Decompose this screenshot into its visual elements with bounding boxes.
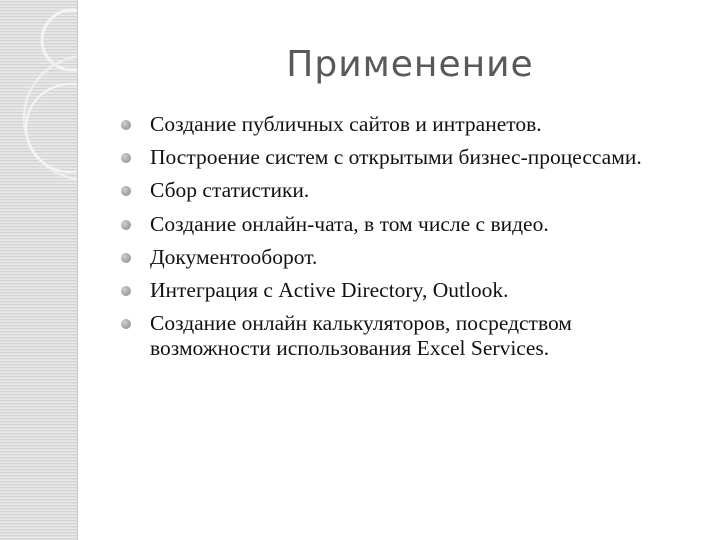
- bullet-icon: [121, 153, 131, 163]
- list-item-text: Создание публичных сайтов и интранетов.: [150, 112, 542, 136]
- list-item-text: Создание онлайн калькуляторов, посредством возможности использования Excel Services.: [150, 311, 572, 361]
- list-item-text: Интеграция с Active Directory, Outlook.: [150, 277, 509, 302]
- list-item-text: Создание онлайн-чата, в том числе с видео.: [150, 211, 549, 236]
- list-item: [118, 245, 698, 270]
- bullet-icon: [121, 253, 131, 263]
- bullet-icon: [121, 286, 131, 296]
- bullet-icon: [121, 186, 131, 196]
- list-item: [118, 278, 698, 303]
- list-item: [118, 212, 698, 237]
- list-item-text: Построение систем с открытыми бизнес-процессами.: [150, 145, 642, 170]
- bullet-icon: [121, 220, 131, 230]
- circle-ornament-icon: [0, 0, 78, 540]
- bullet-list: [118, 112, 698, 369]
- list-item: [118, 311, 698, 361]
- slide-title: Применение: [286, 44, 534, 85]
- list-item: [118, 178, 698, 203]
- bullet-icon: [121, 319, 131, 329]
- decorative-side-band: [0, 0, 78, 540]
- list-item-text: Документооборот.: [150, 244, 318, 269]
- bullet-icon: [121, 120, 131, 130]
- list-item: [118, 112, 698, 137]
- list-item-text: Сбор статистики.: [150, 178, 310, 203]
- list-item: [118, 145, 698, 170]
